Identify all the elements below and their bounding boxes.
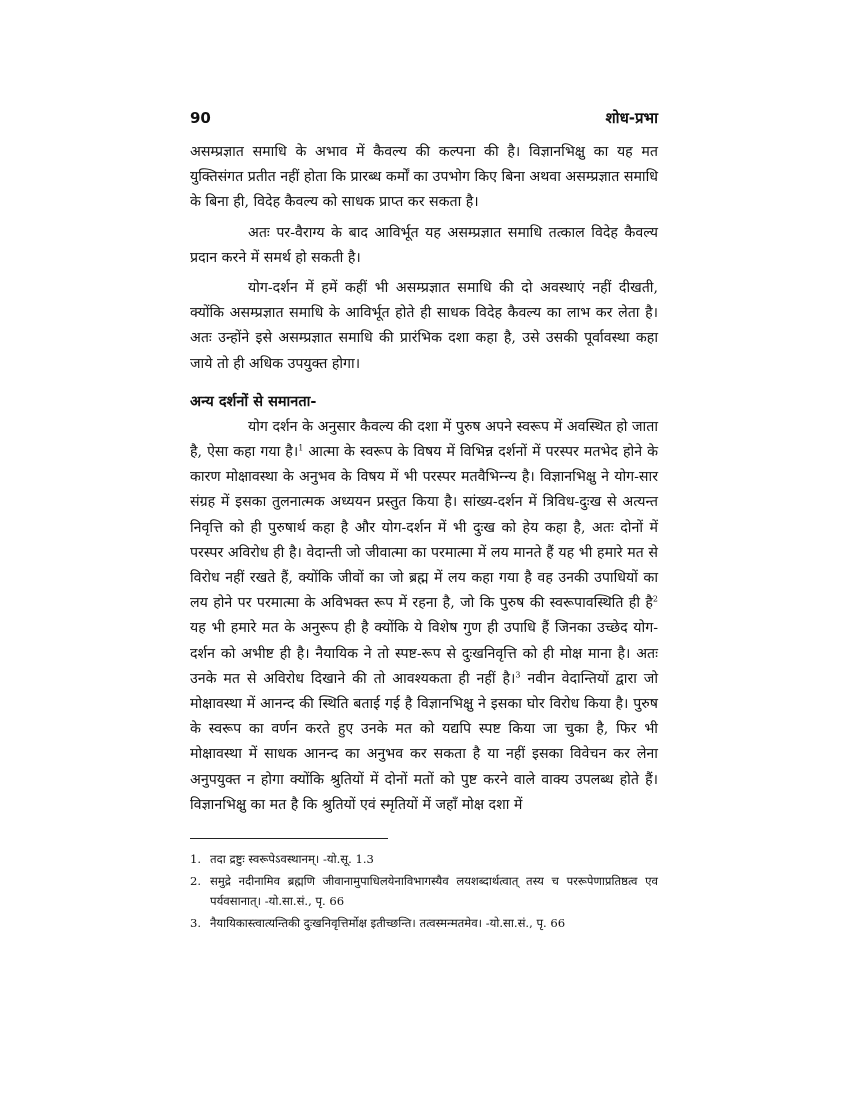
footnote-number: 3.	[190, 916, 202, 931]
running-title: शोध-प्रभा	[605, 109, 658, 127]
paragraph-3: योग-दर्शन में हमें कहीं भी असम्प्रज्ञात समाधि की दो अवस्थाएं नहीं दीखती, क्योंकि असम्प्रज्ञात समाधि के आविर्भूत होते ही साधक विदेह कैवल्य का लाभ कर लेता है। अतः उन्होंने इसे असम्प्रज्ञात समाधि की प्रारंभिक दशा कहा है, उसे उसकी पूर्वावस्था कहा जाये तो ही अधिक उपयुक्त होगा।	[190, 280, 658, 372]
section-text-3: यह भी हमारे मत के अनुरूप ही है क्योंकि ये विशेष गुण ही उपाधि हैं जिनका उच्छेद योग-दर्शन को अभीष्ट ही है। नैयायिक ने तो स्पष्ट-रूप से दुःखनिवृत्ति को ही मोक्ष माना है। अतः उनके मत से अविरोध दिखाने की तो आवश्यकता ही नहीं है।	[190, 620, 658, 687]
footnotes	[190, 849, 658, 933]
section-text-4: नवीन वेदान्तियों द्वारा जो मोक्षावस्था में आनन्द की स्थिति बताई गई है विज्ञानभिक्षु ने इसका घोर विरोध किया है। पुरुष के स्वरूप का वर्णन करते हुए उनके मत को यद्यपि स्पष्ट किया जा चुका है, फिर भी मोक्षावस्था में साधक आनन्द का अनुभव कर सकता है या नहीं इसका विवेचन कर लेना अनुपयुक्त न होगा क्योंकि श्रुतियों में दोनों मतों को पुष्ट करने वाले वाक्य उपलब्ध होते हैं। विज्ञानभिक्षु का मत है कि श्रुतियों एवं स्मृतियों में जहाँ मोक्ष दशा में	[190, 670, 659, 813]
footnote-number: 2.	[190, 874, 202, 889]
page-header	[190, 108, 658, 128]
footnote-divider	[190, 838, 388, 839]
footnote-ref-1: 1	[298, 443, 304, 453]
page-number: 90	[190, 109, 211, 127]
footnote-number: 1.	[190, 852, 202, 867]
footnote-text: नैयायिकास्त्वात्यन्तिकी दुःखनिवृत्तिर्मोक्ष इतीच्छन्ति। तत्वस्मन्मतमेव। -यो.सा.सं., पृ. 66	[210, 916, 566, 931]
footnote-ref-2: 2	[652, 594, 658, 604]
footnote-text: तदा द्रष्टुः स्वरूपेऽवस्थानम्। -यो.सू. 1.3	[210, 852, 374, 867]
paragraph-1: असम्प्रज्ञात समाधि के अभाव में कैवल्य की कल्पना की है। विज्ञानभिक्षु का यह मत युक्तिसंगत प्रतीत नहीं होता कि प्रारब्ध कर्मों का उपभोग किए बिना अथवा असम्प्रज्ञात समाधि के बिना ही, विदेह कैवल्य को साधक प्राप्त कर सकता है।	[190, 144, 658, 211]
section-paragraph	[190, 415, 658, 818]
paragraph-2: अतः पर-वैराग्य के बाद आविर्भूत यह असम्प्रज्ञात समाधि तत्काल विदेह कैवल्य प्रदान करने में समर्थ हो सकती है।	[190, 224, 658, 266]
document-page	[190, 108, 658, 935]
section-heading: अन्य दर्शनों से समानता-	[190, 393, 317, 410]
section-text-1: योग दर्शन के अनुसार कैवल्य की दशा में पुरुष अपने स्वरूप में अवस्थित हो जाता है, ऐसा कहा गया है।	[190, 418, 658, 461]
footnote-3	[190, 913, 658, 933]
footnote-2	[190, 871, 658, 911]
footnote-text: समुद्रे नदीनामिव ब्रह्मणि जीवानामुपाधिलयेनाविभागस्यैव लयशब्दार्थत्वात् तस्य च पररूपेणाप्रतिष्ठत्व एव पर्यवसानात्। -यो.सा.सं., पृ. 66	[210, 874, 658, 909]
footnote-ref-3: 3	[515, 670, 521, 680]
footnote-1	[190, 849, 658, 869]
section-text-2: आत्मा के स्वरूप के विषय में विभिन्न दर्शनों में परस्पर मतभेद होने के कारण मोक्षावस्था के अनुभव के विषय में भी परस्पर मतवैभिन्न्य है। विज्ञानभिक्षु ने योग-सार संग्रह में इसका तुलनात्मक अध्ययन प्रस्तुत किया है। सांख्य-दर्शन में त्रिविध-दुःख से अत्यन्त निवृत्ति को ही पुरुषार्थ कहा है और योग-दर्शन में भी दुःख को हेय कहा है, अतः दोनों में परस्पर अविरोध ही है। वेदान्ती जो जीवात्मा का परमात्मा में लय मानते हैं यह भी हमारे मत से विरोध नहीं रखते हैं, क्योंकि जीवों का जो ब्रह्म में लय कहा गया है वह उनकी उपाधियों का लय होने पर परमात्मा के अविभक्त रूप में रहना है, जो कि पुरुष की स्वरूपावस्थिति ही है	[190, 444, 658, 612]
